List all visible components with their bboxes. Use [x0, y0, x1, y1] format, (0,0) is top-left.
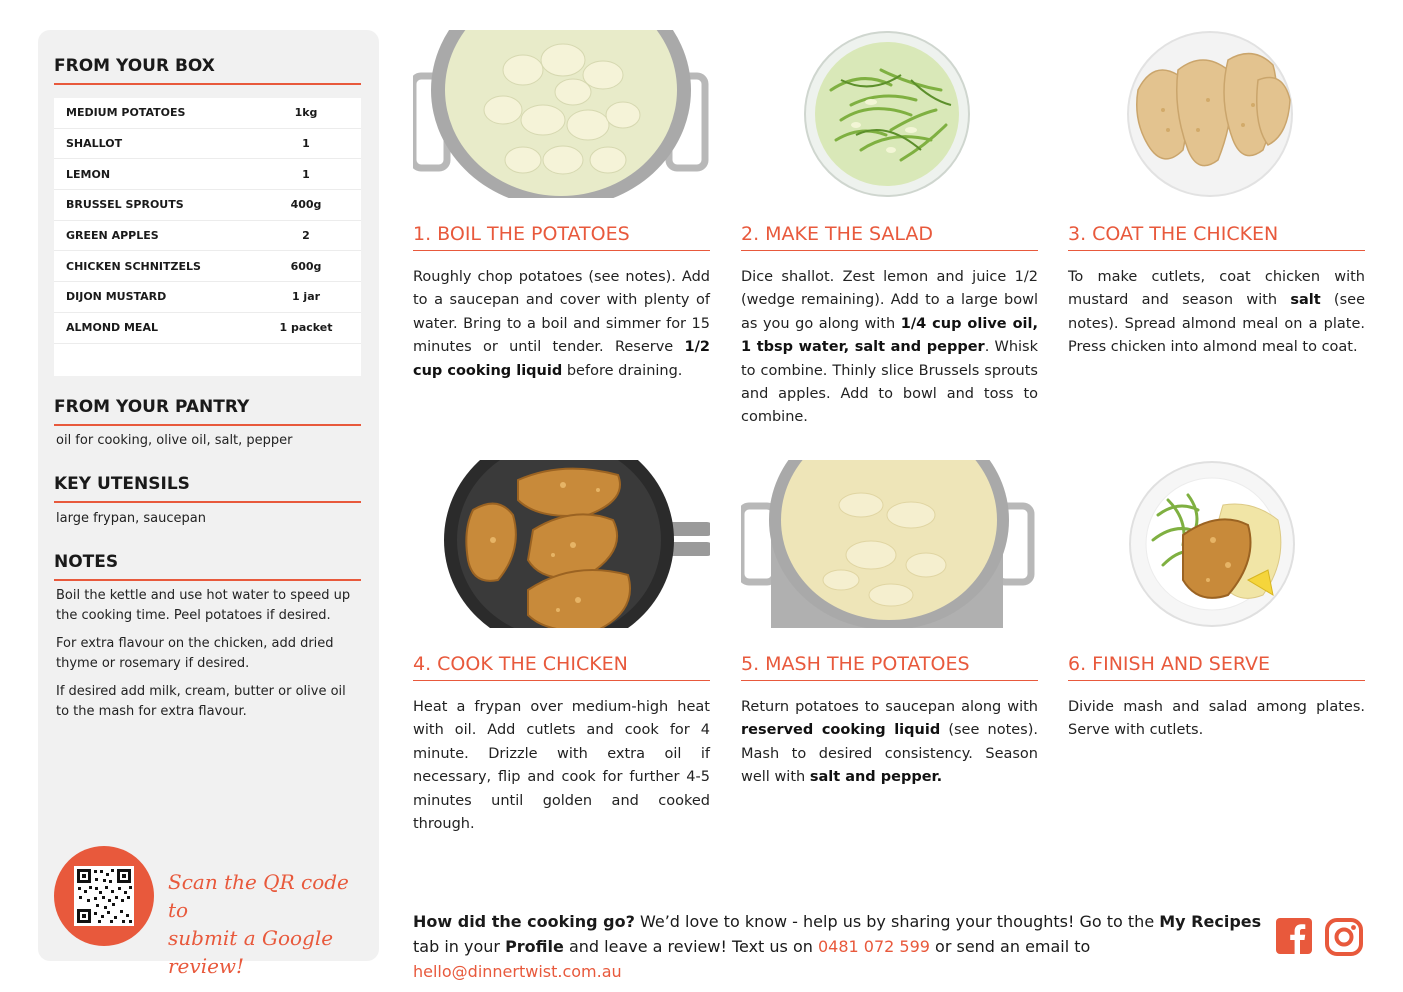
body-text: Dice shallot. Zest lemon and juice 1/2 (wedge remaining). Add to a large bowl as you go along with — [741, 269, 1038, 332]
step-5-body — [741, 696, 1038, 790]
note-item: For extra flavour on the chicken, add dried thyme or rosemary if desired. — [56, 636, 334, 671]
ingredient-row — [54, 159, 361, 190]
pantry-text: oil for cooking, olive oil, salt, pepper — [56, 433, 293, 448]
ingredient-name: LEMON — [66, 167, 111, 181]
ingredient-qty: 1 — [302, 137, 310, 151]
qr-badge[interactable] — [54, 846, 154, 946]
footer-text: tab in your — [413, 937, 506, 956]
email-link[interactable]: hello@dinnertwist.com.au — [413, 962, 622, 981]
body-text: Return potatoes to saucepan along with — [741, 699, 1038, 715]
note-item: If desired add milk, cream, butter or olive oil to the mash for extra flavour. — [56, 684, 346, 719]
bold-phrase: reserved cooking liquid — [741, 722, 941, 739]
step-3 — [1068, 30, 1365, 430]
facebook-icon[interactable] — [1276, 918, 1314, 956]
ingredient-qty: 2 — [302, 229, 310, 243]
step-6-image — [1068, 460, 1365, 628]
ingredient-name: GREEN APPLES — [66, 229, 159, 243]
step-1 — [413, 30, 710, 430]
body-text: Roughly chop potatoes (see notes). Add to a saucepan and cover with plenty of water. Bring to a boil and simmer for 15 minutes or until tender. Reserve — [413, 269, 710, 356]
footer-question: How did the cooking go? — [413, 912, 635, 931]
body-text: Divide mash and salad among plates. Serve with cutlets. — [1068, 699, 1365, 739]
from-your-pantry-heading: FROM YOUR PANTRY — [54, 397, 361, 426]
step-4-body — [413, 696, 710, 836]
step-2 — [741, 30, 1038, 430]
footer-text: We’d love to know - help us by sharing your thoughts! Go to the — [634, 912, 1160, 931]
profile-label: Profile — [505, 937, 564, 956]
body-text: To make cutlets, coat chicken with mustard and season with — [1068, 269, 1365, 309]
ingredient-row — [54, 251, 361, 282]
review-footer — [413, 909, 1263, 984]
body-text: before draining. — [562, 362, 683, 379]
my-recipes-label: My Recipes — [1159, 912, 1262, 931]
ingredient-name: SHALLOT — [66, 137, 123, 151]
phone-link[interactable]: 0481 072 599 — [817, 937, 930, 956]
ingredient-row — [54, 98, 361, 129]
ingredient-name: CHICKEN SCHNITZELS — [66, 259, 201, 273]
step-4-title: 4. COOK THE CHICKEN — [413, 653, 710, 681]
body-text: . Whisk to combine. Thinly slice Brussels sprouts and apples. Add to bowl and toss to combine. — [741, 339, 1038, 426]
ingredient-row — [54, 129, 361, 160]
body-text: (see notes). Spread almond meal on a plate. Press chicken into almond meal to coat. — [1068, 292, 1365, 356]
body-text: (see notes). Mash to desired consistency. Season well with — [741, 722, 1038, 786]
step-6 — [1068, 460, 1365, 860]
qr-code-icon — [74, 866, 134, 926]
body-text: Heat a frypan over medium-high heat with oil. Add cutlets and cook for 4 minute. Drizzle with extra oil if necessary, flip and cook for further 4-5 minutes until golden and cooked through. — [413, 699, 710, 833]
ingredient-qty: 1 jar — [291, 290, 321, 304]
ingredient-name: ALMOND MEAL — [66, 321, 158, 335]
step-4 — [413, 460, 710, 860]
step-2-title: 2. MAKE THE SALAD — [741, 223, 1038, 251]
bold-phrase: 1/4 cup olive oil, 1 tbsp water, salt and pepper — [741, 315, 1038, 356]
ingredients-table — [54, 98, 361, 376]
ingredient-row — [54, 313, 361, 344]
bold-phrase: 1/2 cup cooking liquid — [413, 339, 710, 379]
ingredient-qty: 400g — [290, 198, 322, 212]
step-4-image — [413, 460, 710, 628]
ingredient-row — [54, 221, 361, 252]
step-1-image — [413, 30, 710, 198]
qr-caption — [168, 868, 368, 980]
ingredient-qty: 1 — [302, 167, 310, 181]
utensils-text: large frypan, saucepan — [56, 511, 206, 526]
step-1-title: 1. BOIL THE POTATOES — [413, 223, 710, 251]
footer-text: and leave a review! Text us on — [563, 937, 818, 956]
ingredient-name: BRUSSEL SPROUTS — [66, 198, 184, 212]
step-2-body — [741, 266, 1038, 430]
footer-text: or send an email to — [929, 937, 1091, 956]
step-5-title: 5. MASH THE POTATOES — [741, 653, 1038, 681]
bold-phrase: salt and pepper. — [809, 769, 943, 786]
ingredient-row — [54, 190, 361, 221]
ingredient-qty: 1 packet — [279, 321, 333, 335]
note-item: Boil the kettle and use hot water to speed up the cooking time. Peel potatoes if desired. — [56, 588, 351, 623]
step-5-image — [741, 460, 1038, 628]
from-your-box-heading: FROM YOUR BOX — [54, 56, 361, 85]
ingredient-name: DIJON MUSTARD — [66, 290, 167, 304]
step-1-body — [413, 266, 710, 383]
step-3-title: 3. COAT THE CHICKEN — [1068, 223, 1365, 251]
bold-phrase: salt — [1290, 292, 1321, 309]
notes-heading: NOTES — [54, 552, 361, 581]
step-2-image — [741, 30, 1038, 198]
ingredient-name: MEDIUM POTATOES — [66, 106, 186, 120]
qr-caption-line2: submit a Google review! — [168, 926, 334, 978]
qr-caption-line1: Scan the QR code to — [168, 870, 349, 922]
step-6-title: 6. FINISH AND SERVE — [1068, 653, 1365, 681]
ingredient-qty: 1kg — [294, 106, 318, 120]
step-3-image — [1068, 30, 1365, 198]
sidebar — [38, 30, 379, 978]
instagram-icon[interactable] — [1325, 918, 1363, 956]
step-5 — [741, 460, 1038, 860]
key-utensils-heading: KEY UTENSILS — [54, 474, 361, 503]
ingredient-row — [54, 282, 361, 313]
step-3-body — [1068, 266, 1365, 360]
notes-list — [56, 586, 361, 730]
ingredient-qty: 600g — [290, 259, 322, 273]
step-6-body — [1068, 696, 1365, 743]
